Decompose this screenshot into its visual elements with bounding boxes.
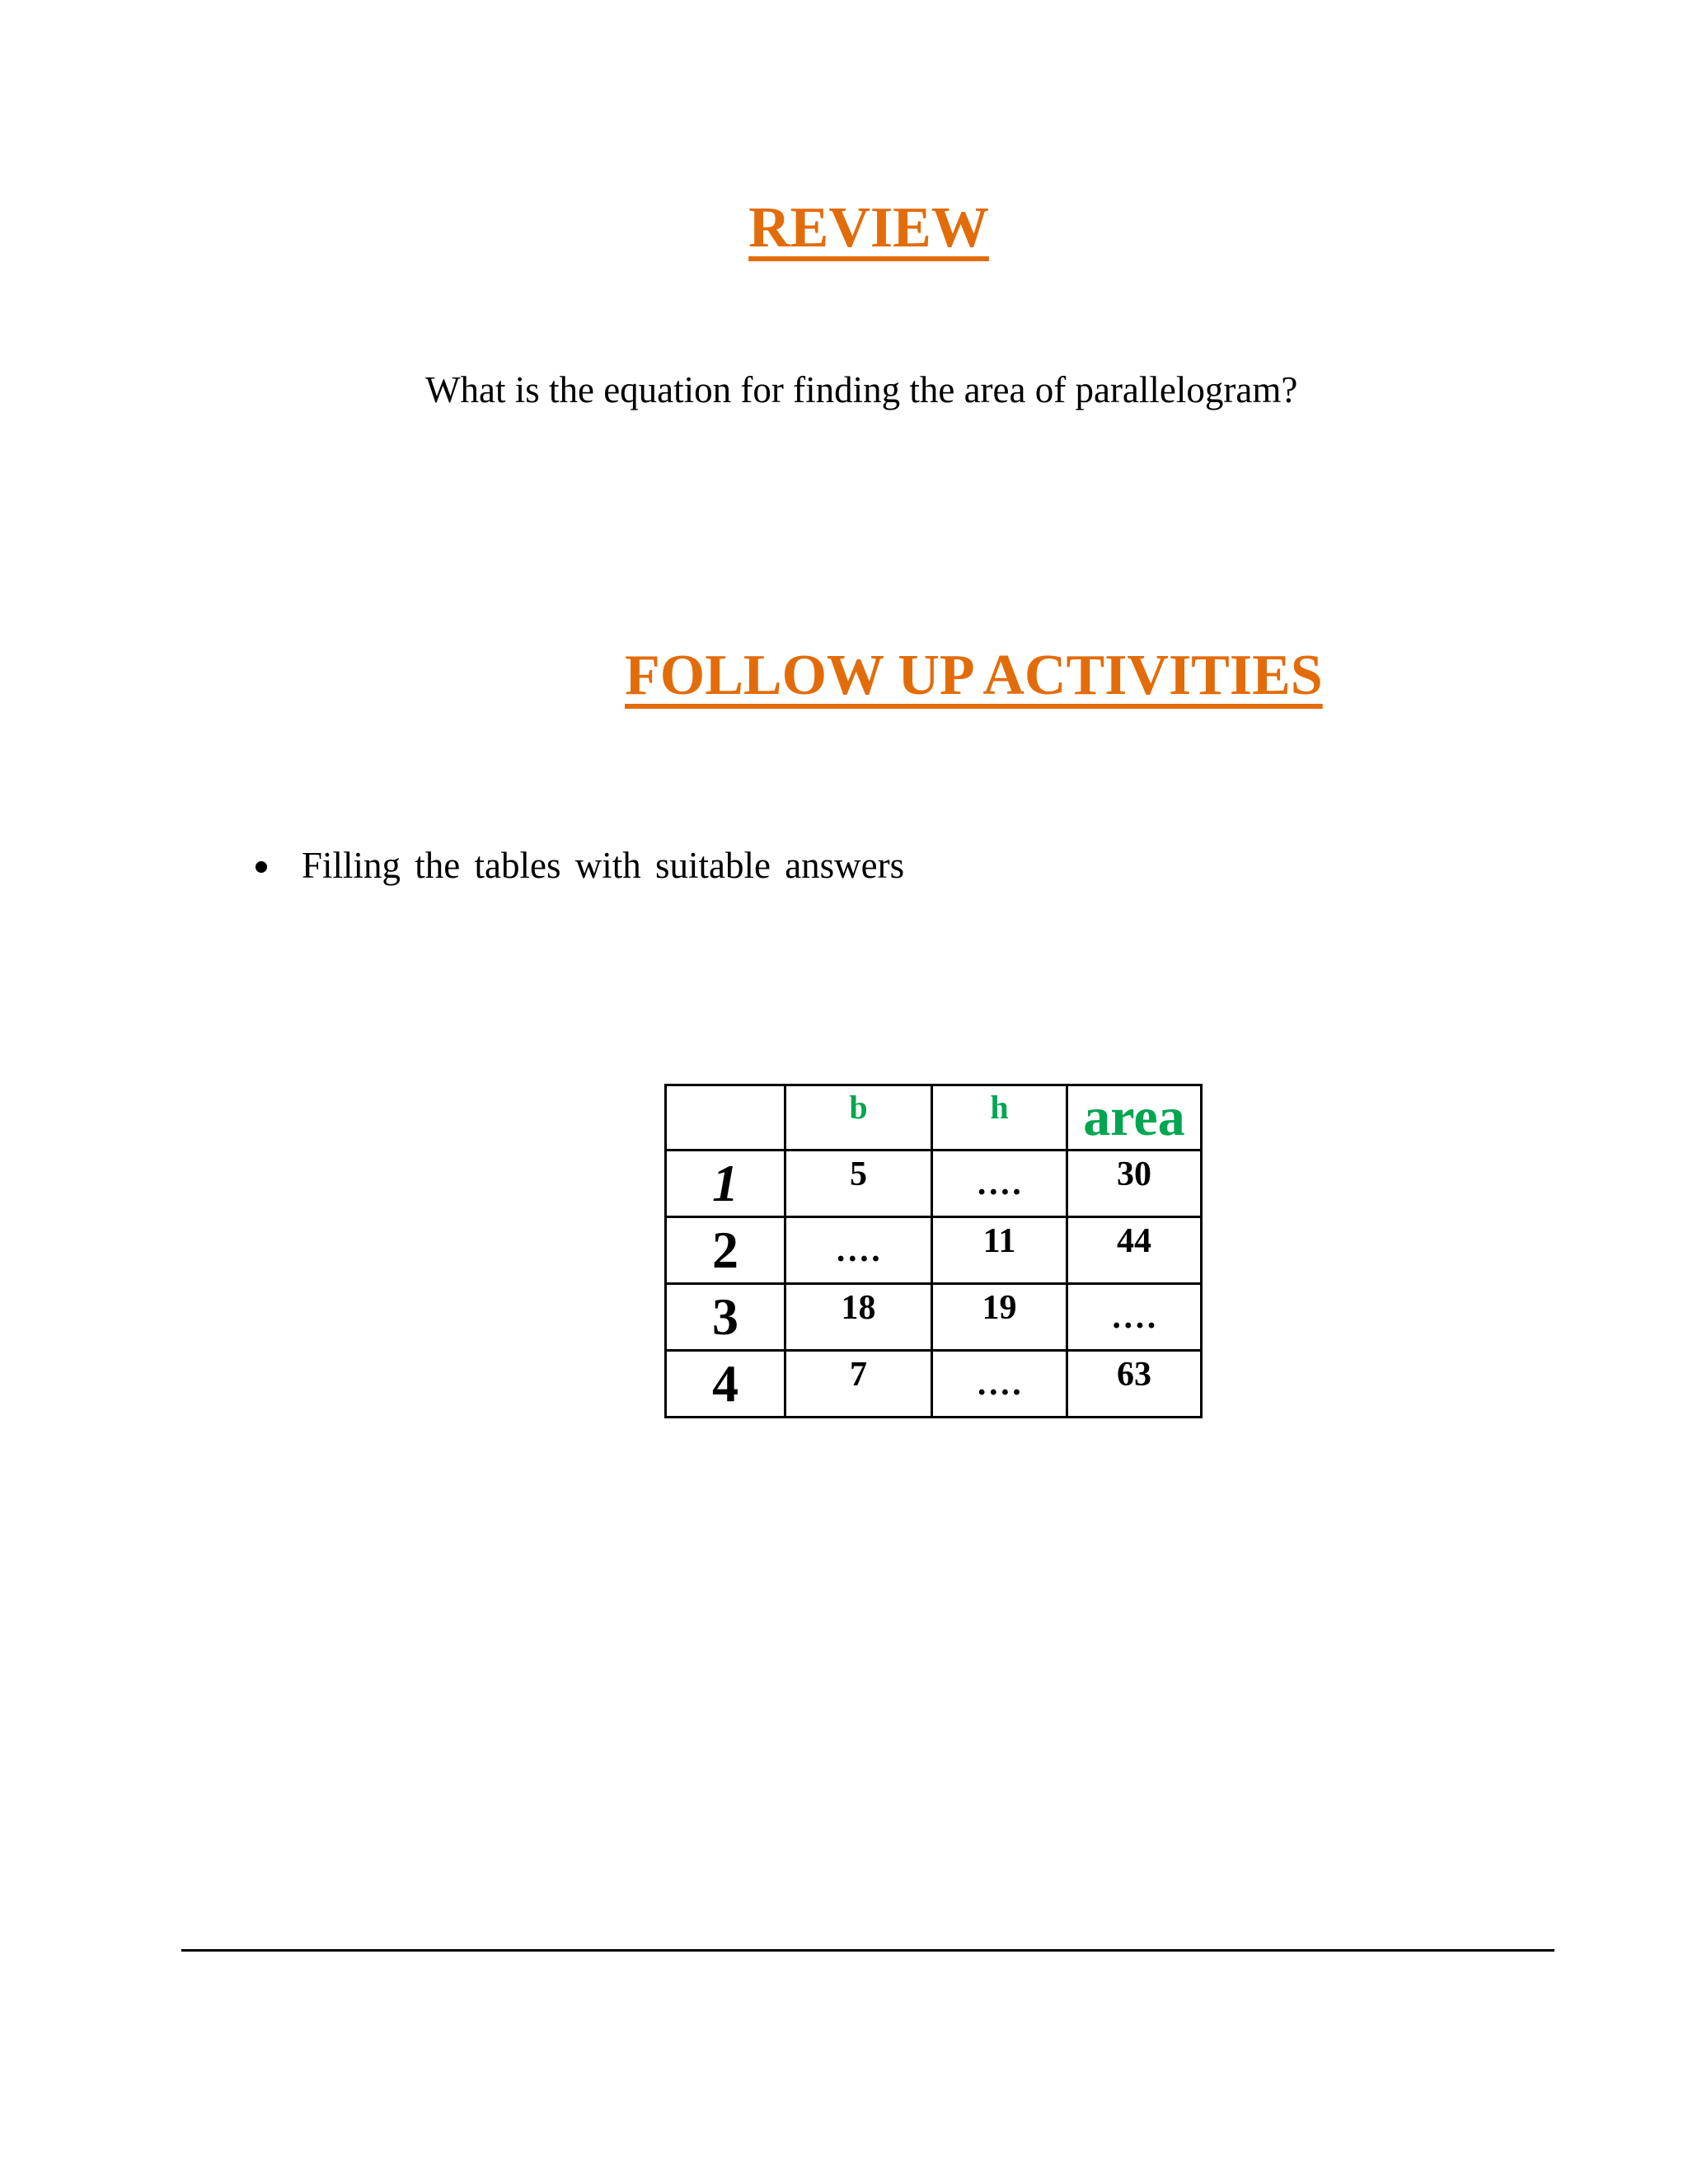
table-row — [666, 1284, 1202, 1351]
cell-b: 7 — [785, 1351, 932, 1418]
table-header-row — [666, 1085, 1202, 1151]
cell-h: 11 — [932, 1217, 1067, 1284]
cell-area: 44 — [1067, 1217, 1202, 1284]
cell-b: 18 — [785, 1284, 932, 1351]
cell-h: …. — [932, 1351, 1067, 1418]
activity-table — [664, 1084, 1203, 1418]
header-cell-h: h — [932, 1085, 1067, 1151]
footer-divider — [181, 1949, 1554, 1952]
row-number: 4 — [666, 1351, 785, 1418]
cell-b: 5 — [785, 1151, 932, 1217]
review-question: What is the equation for finding the area of parallelogram? — [425, 369, 1298, 410]
cell-h: …. — [932, 1151, 1067, 1217]
cell-h: 19 — [932, 1284, 1067, 1351]
cell-area: 63 — [1067, 1351, 1202, 1418]
follow-up-heading: FOLLOW UP ACTIVITIES — [625, 644, 1323, 707]
table-row — [666, 1351, 1202, 1418]
bullet-list-item — [256, 841, 904, 890]
header-cell-index — [666, 1085, 785, 1151]
row-number: 3 — [666, 1284, 785, 1351]
header-cell-b: b — [785, 1085, 932, 1151]
table-row — [666, 1217, 1202, 1284]
row-number: 2 — [666, 1217, 785, 1284]
bullet-text: Filling the tables with suitable answers — [302, 845, 905, 886]
table-row — [666, 1151, 1202, 1217]
cell-area: 30 — [1067, 1151, 1202, 1217]
row-number: 1 — [666, 1151, 785, 1217]
bullet-icon — [256, 861, 267, 873]
review-heading: REVIEW — [748, 196, 989, 260]
cell-b: …. — [785, 1217, 932, 1284]
cell-area: …. — [1067, 1284, 1202, 1351]
header-cell-area: area — [1067, 1085, 1202, 1151]
